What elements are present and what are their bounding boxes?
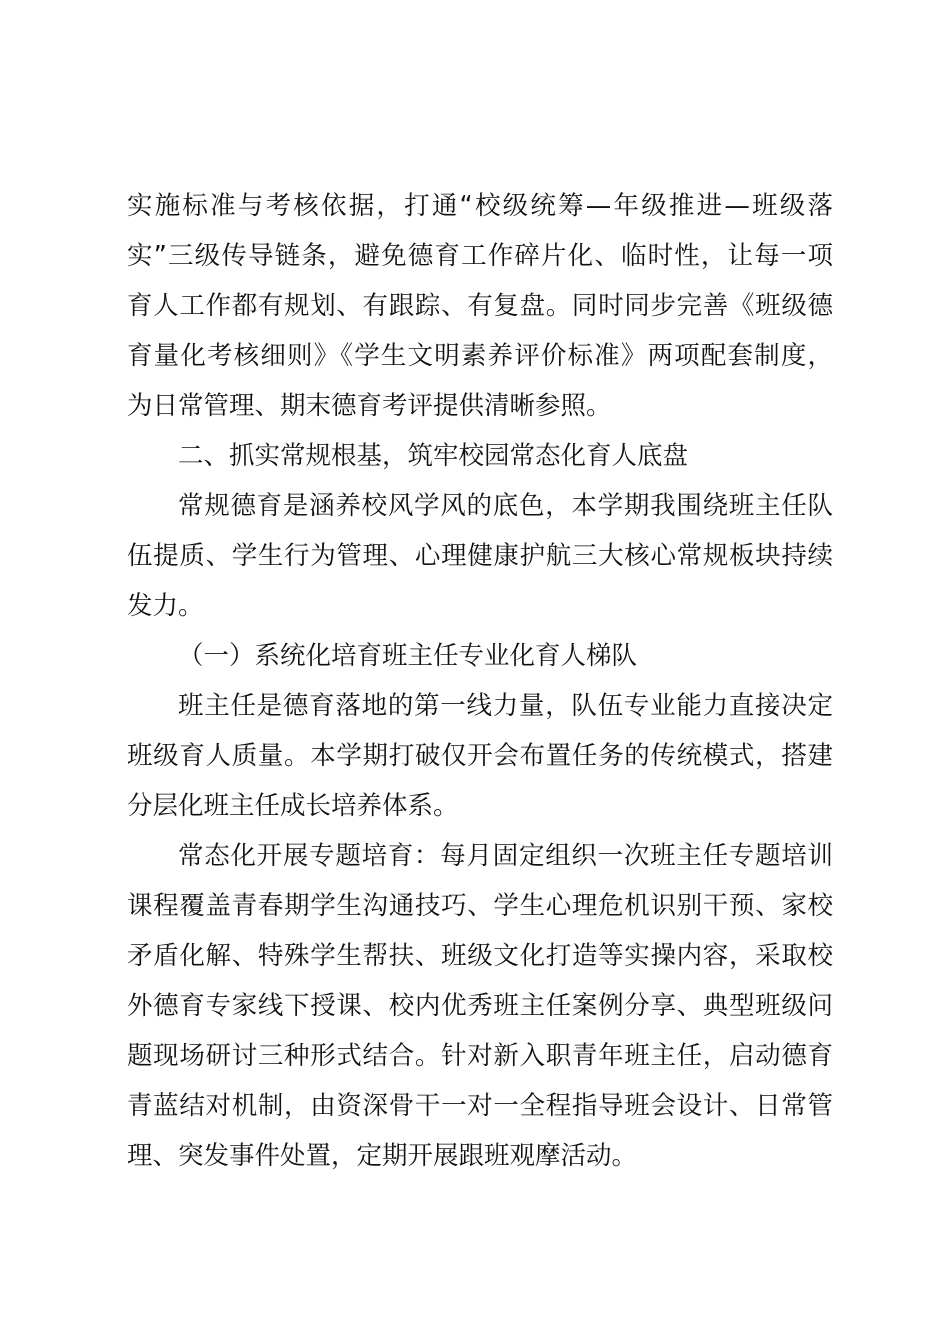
text-line: 外德育专家线下授课、校内优秀班主任案例分享、典型班级问 xyxy=(127,991,833,1021)
text-line: 育量化考核细则》《学生文明素养评价标准》两项配套制度， xyxy=(127,341,833,371)
text-line: 实”三级传导链条，避免德育工作碎片化、临时性，让每一项 xyxy=(127,241,833,271)
text-line: 常规德育是涵养校风学风的底色，本学期我围绕班主任队 xyxy=(178,491,833,521)
subsection-heading: （一）系统化培育班主任专业化育人梯队 xyxy=(178,641,638,671)
text-line: 发力。 xyxy=(127,591,204,621)
text-line: 实施标准与考核依据，打通“校级统筹—年级推进—班级落 xyxy=(127,191,833,221)
text-line: 班级育人质量。本学期打破仅开会布置任务的传统模式，搭建 xyxy=(127,741,833,771)
section-heading: 二、抓实常规根基，筑牢校园常态化育人底盘 xyxy=(178,441,689,471)
text-line: 课程覆盖青春期学生沟通技巧、学生心理危机识别干预、家校 xyxy=(127,891,833,921)
body-text xyxy=(127,181,833,1181)
text-line: 常态化开展专题培育：每月固定组织一次班主任专题培训 xyxy=(178,841,833,871)
text-line: 青蓝结对机制，由资深骨干一对一全程指导班会设计、日常管 xyxy=(127,1091,833,1121)
text-line: 矛盾化解、特殊学生帮扶、班级文化打造等实操内容，采取校 xyxy=(127,941,833,971)
text-line: 伍提质、学生行为管理、心理健康护航三大核心常规板块持续 xyxy=(127,541,833,571)
text-line: 理、突发事件处置，定期开展跟班观摩活动。 xyxy=(127,1141,638,1171)
text-line: 为日常管理、期末德育考评提供清晰参照。 xyxy=(127,391,612,421)
text-line: 育人工作都有规划、有跟踪、有复盘。同时同步完善《班级德 xyxy=(127,291,833,321)
text-line: 分层化班主任成长培养体系。 xyxy=(127,791,459,821)
text-line: 班主任是德育落地的第一线力量，队伍专业能力直接决定 xyxy=(178,691,833,721)
text-line: 题现场研讨三种形式结合。针对新入职青年班主任，启动德育 xyxy=(127,1041,833,1071)
